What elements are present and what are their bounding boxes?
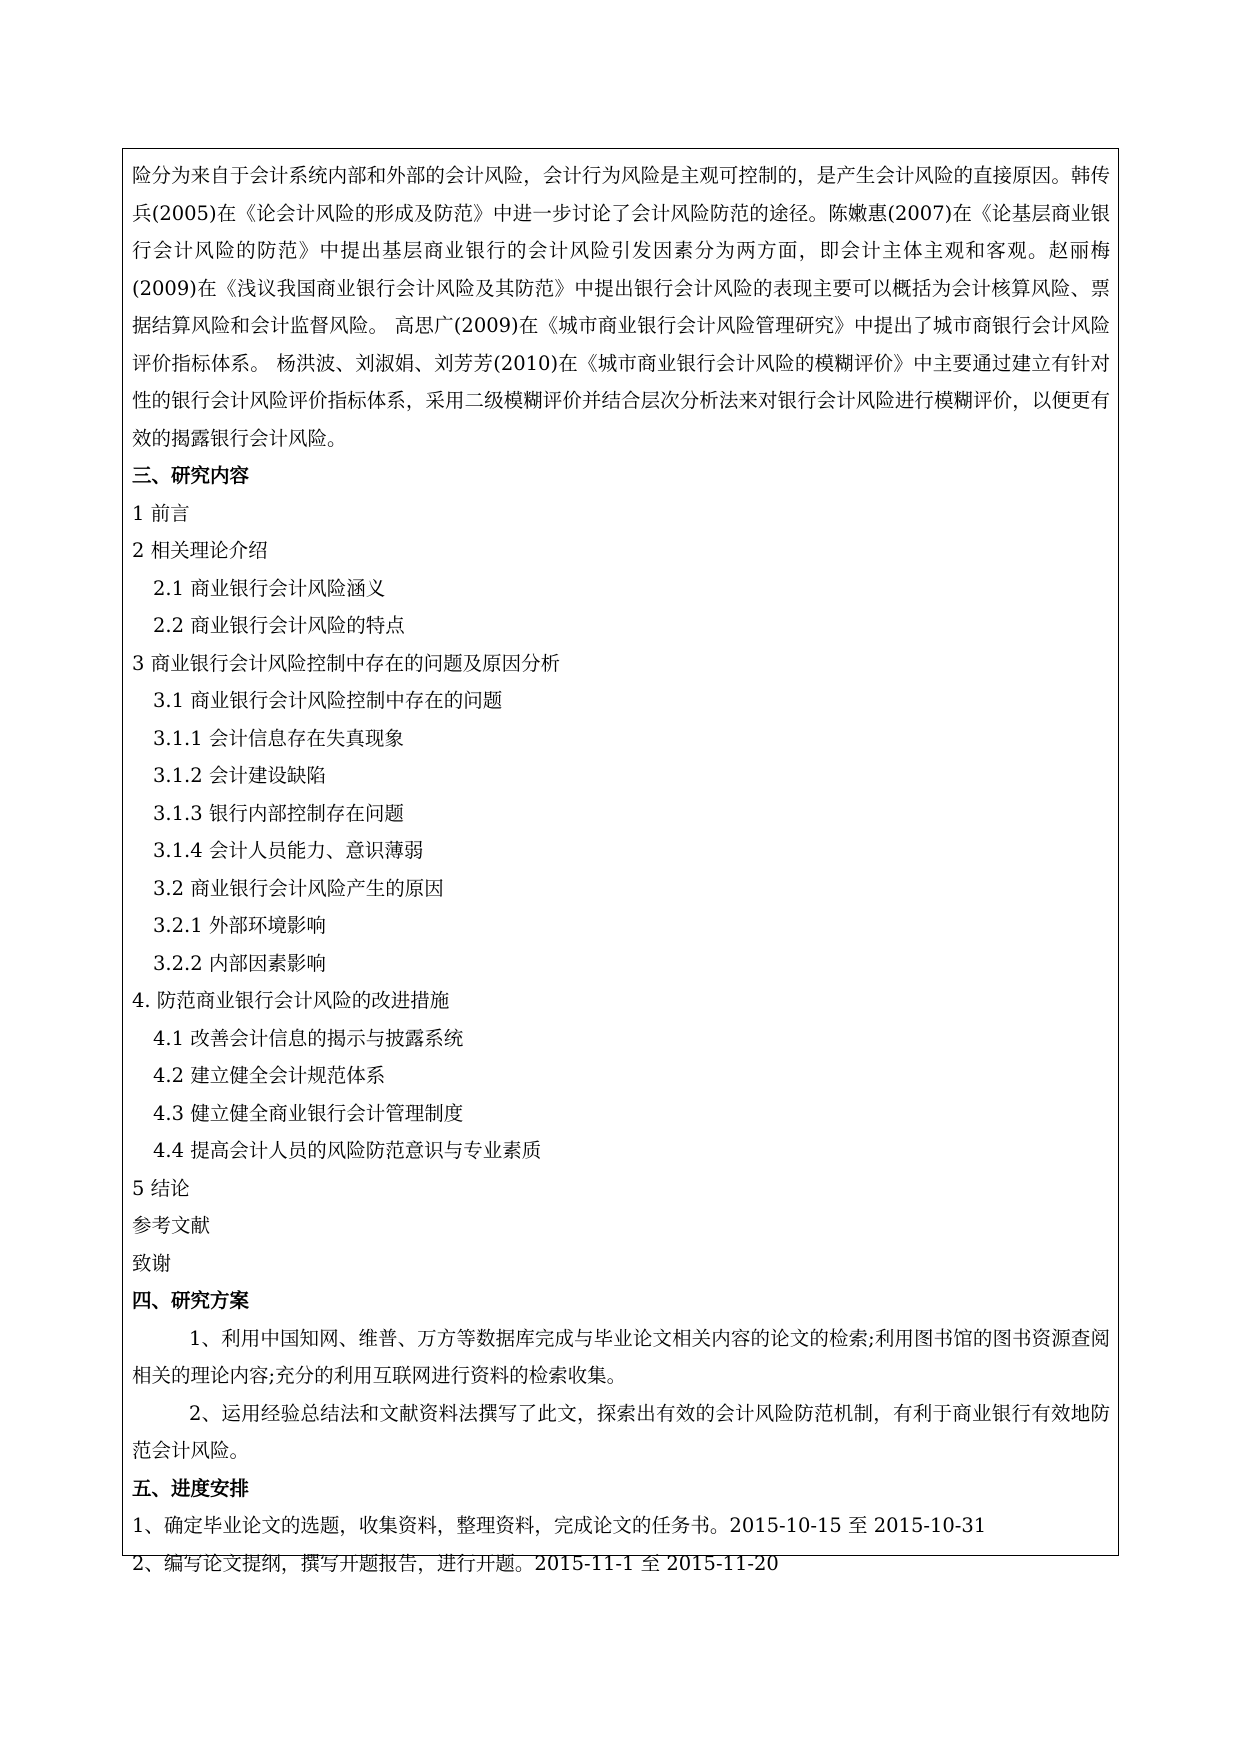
outline-item: 2 相关理论介绍	[132, 539, 268, 562]
outline-item: 3.1.1 会计信息存在失真现象	[153, 726, 404, 750]
outline-item: 3.1 商业银行会计风险控制中存在的问题	[153, 689, 503, 712]
outline-item: 3.1.4 会计人员能力、意识薄弱	[153, 839, 424, 862]
outline-list	[132, 495, 1110, 1283]
outline-item: 5 结论	[132, 1176, 190, 1200]
section-heading-research-plan: 四、研究方案	[132, 1289, 250, 1312]
section-heading-research-content: 三、研究内容	[132, 464, 250, 487]
outline-item: 3.2.1 外部环境影响	[153, 914, 326, 937]
section-heading-schedule: 五、进度安排	[132, 1476, 250, 1500]
outline-item: 2.1 商业银行会计风险涵义	[153, 576, 386, 600]
outline-item: 4.4 提高会计人员的风险防范意识与专业素质	[153, 1139, 542, 1162]
outline-item: 3.1.2 会计建设缺陷	[153, 764, 326, 787]
research-plan-paragraph: 2、运用经验总结法和文献资料法撰写了此文，探索出有效的会计风险防范机制，有利于商业银行有效地防范会计风险。	[132, 1401, 1110, 1462]
literature-review-paragraph: 险分为来自于会计系统内部和外部的会计风险，会计行为风险是主观可控制的，是产生会计风险的直接原因。韩传兵(2005)在《论会计风险的形成及防范》中进一步讨论了会计风险防范的途径。陈嫩惠(2007)在《论基层商业银行会计风险的防范》中提出基层商业银行的会计风险引发因素分为两方面，即会计主体主观和客观。赵丽梅(2009)在《浅议我国商业银行会计风险及其防范》中提出银行会计风险的表现主要可以概括为会计核算风险、票据结算风险和会计监督风险。 高思广(2009)在《城市商业银行会计风险管理研究》中提出了城市商银行会计风险评价指标体系。 杨洪波、刘淑娟、刘芳芳(2010)在《城市商业银行会计风险的模糊评价》中主要通过建立有针对性的银行会计风险评价指标体系，采用二级模糊评价并结合层次分析法来对银行会计风险进行模糊评价，以便更有效的揭露银行会计风险。	[132, 164, 1110, 450]
outline-item: 参考文献	[132, 1214, 211, 1237]
outline-item: 4.3 健立健全商业银行会计管理制度	[153, 1101, 464, 1125]
outline-item: 3.1.3 银行内部控制存在问题	[153, 801, 404, 825]
outline-item: 4. 防范商业银行会计风险的改进措施	[132, 989, 450, 1012]
schedule-item: 2、编写论文提纲，撰写开题报告，进行开题。2015-11-1 至 2015-11-20	[132, 1551, 779, 1575]
outline-item: 1 前言	[132, 501, 190, 525]
outline-item: 3.2.2 内部因素影响	[153, 951, 326, 975]
outline-item: 2.2 商业银行会计风险的特点	[153, 614, 405, 637]
outline-item: 4.1 改善会计信息的揭示与披露系统	[153, 1026, 464, 1050]
outline-item: 致谢	[132, 1251, 172, 1275]
outline-item: 3.2 商业银行会计风险产生的原因	[153, 876, 444, 900]
research-plan-paragraph: 1、利用中国知网、维普、万方等数据库完成与毕业论文相关内容的论文的检索;利用图书馆的图书资源查阅相关的理论内容;充分的利用互联网进行资料的检索收集。	[132, 1326, 1110, 1387]
document-body	[132, 157, 1110, 1582]
outline-item: 3 商业银行会计风险控制中存在的问题及原因分析	[132, 651, 561, 675]
outline-item: 4.2 建立健全会计规范体系	[153, 1064, 386, 1087]
schedule-item: 1、确定毕业论文的选题，收集资料，整理资料，完成论文的任务书。2015-10-15 至 2015-10-31	[132, 1514, 987, 1537]
